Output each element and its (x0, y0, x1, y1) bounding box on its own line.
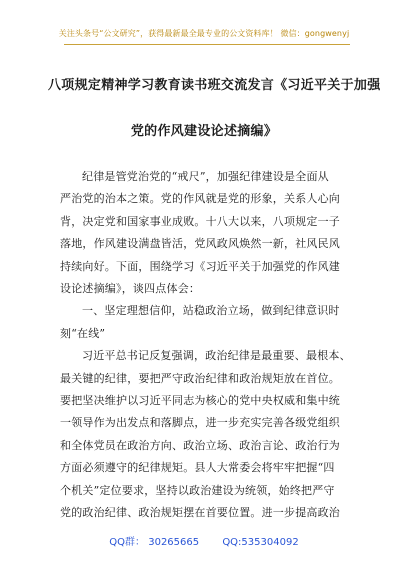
section-heading-line: 一、坚定理想信仰，站稳政治立场，做到纪律意识时 (82, 304, 340, 318)
header-divider (64, 44, 350, 45)
body-line: 落地，作风建设满盘皆活，党风政风焕然一新，社风民风 (60, 237, 340, 251)
body-line: 要把坚决维护以习近平同志为核心的党中央权威和集中统 (60, 394, 340, 408)
body-line: 党的政治纪律、政治规矩摆在首要位置。进一步提高政治 (60, 506, 340, 520)
footer-qq-group: QQ群： 30265665 (109, 537, 200, 548)
footer-qq: QQ:535304092 (222, 537, 299, 548)
header-banner: 关注头条号“公文研究”，获得最新最全最专业的公文资料库！ 微信：gongwenyj (58, 29, 350, 38)
section-heading-line: 刻“在线” (60, 326, 106, 340)
body-line: 持续向好。下面，围绕学习《习近平关于加强党的作风建 (60, 259, 340, 273)
body-line: 和全体党员在政治方向、政治立场、政治言论、政治行为 (60, 438, 340, 452)
body-line: 严治党的治本之策。党的作风就是党的形象，关系人心向 (60, 192, 340, 206)
body-line: 背，决定党和国家事业成败。十八大以来，八项规定一子 (60, 214, 340, 228)
body-line: 一领导作为出发点和落脚点，进一步充实完善各级党组织 (60, 416, 340, 430)
body-line: 纪律是管党治党的“戒尺”，加强纪律建设是全面从 (82, 170, 329, 183)
body-line: 个机关”定位要求，坚持以政治建设为统领，始终把严守 (60, 483, 335, 497)
body-line: 习近平总书记反复强调，政治纪律是最重要、最根本、 (82, 349, 351, 363)
body-line: 方面必须遵守的纪律规矩。县人大常委会将牢牢把握“四 (60, 461, 335, 475)
document-title-line-1: 八项规定精神学习教育读书班交流发言《习近平关于加强 (48, 78, 381, 93)
footer-contact (0, 533, 408, 548)
body-line: 设论述摘编》，谈四点体会： (60, 282, 201, 296)
document-body (60, 166, 354, 525)
document-title-line-2: 党的作风建设论述摘编》 (130, 124, 278, 139)
body-line: 最关键的纪律，要把严守政治纪律和政治规矩放在首位。 (60, 371, 340, 385)
